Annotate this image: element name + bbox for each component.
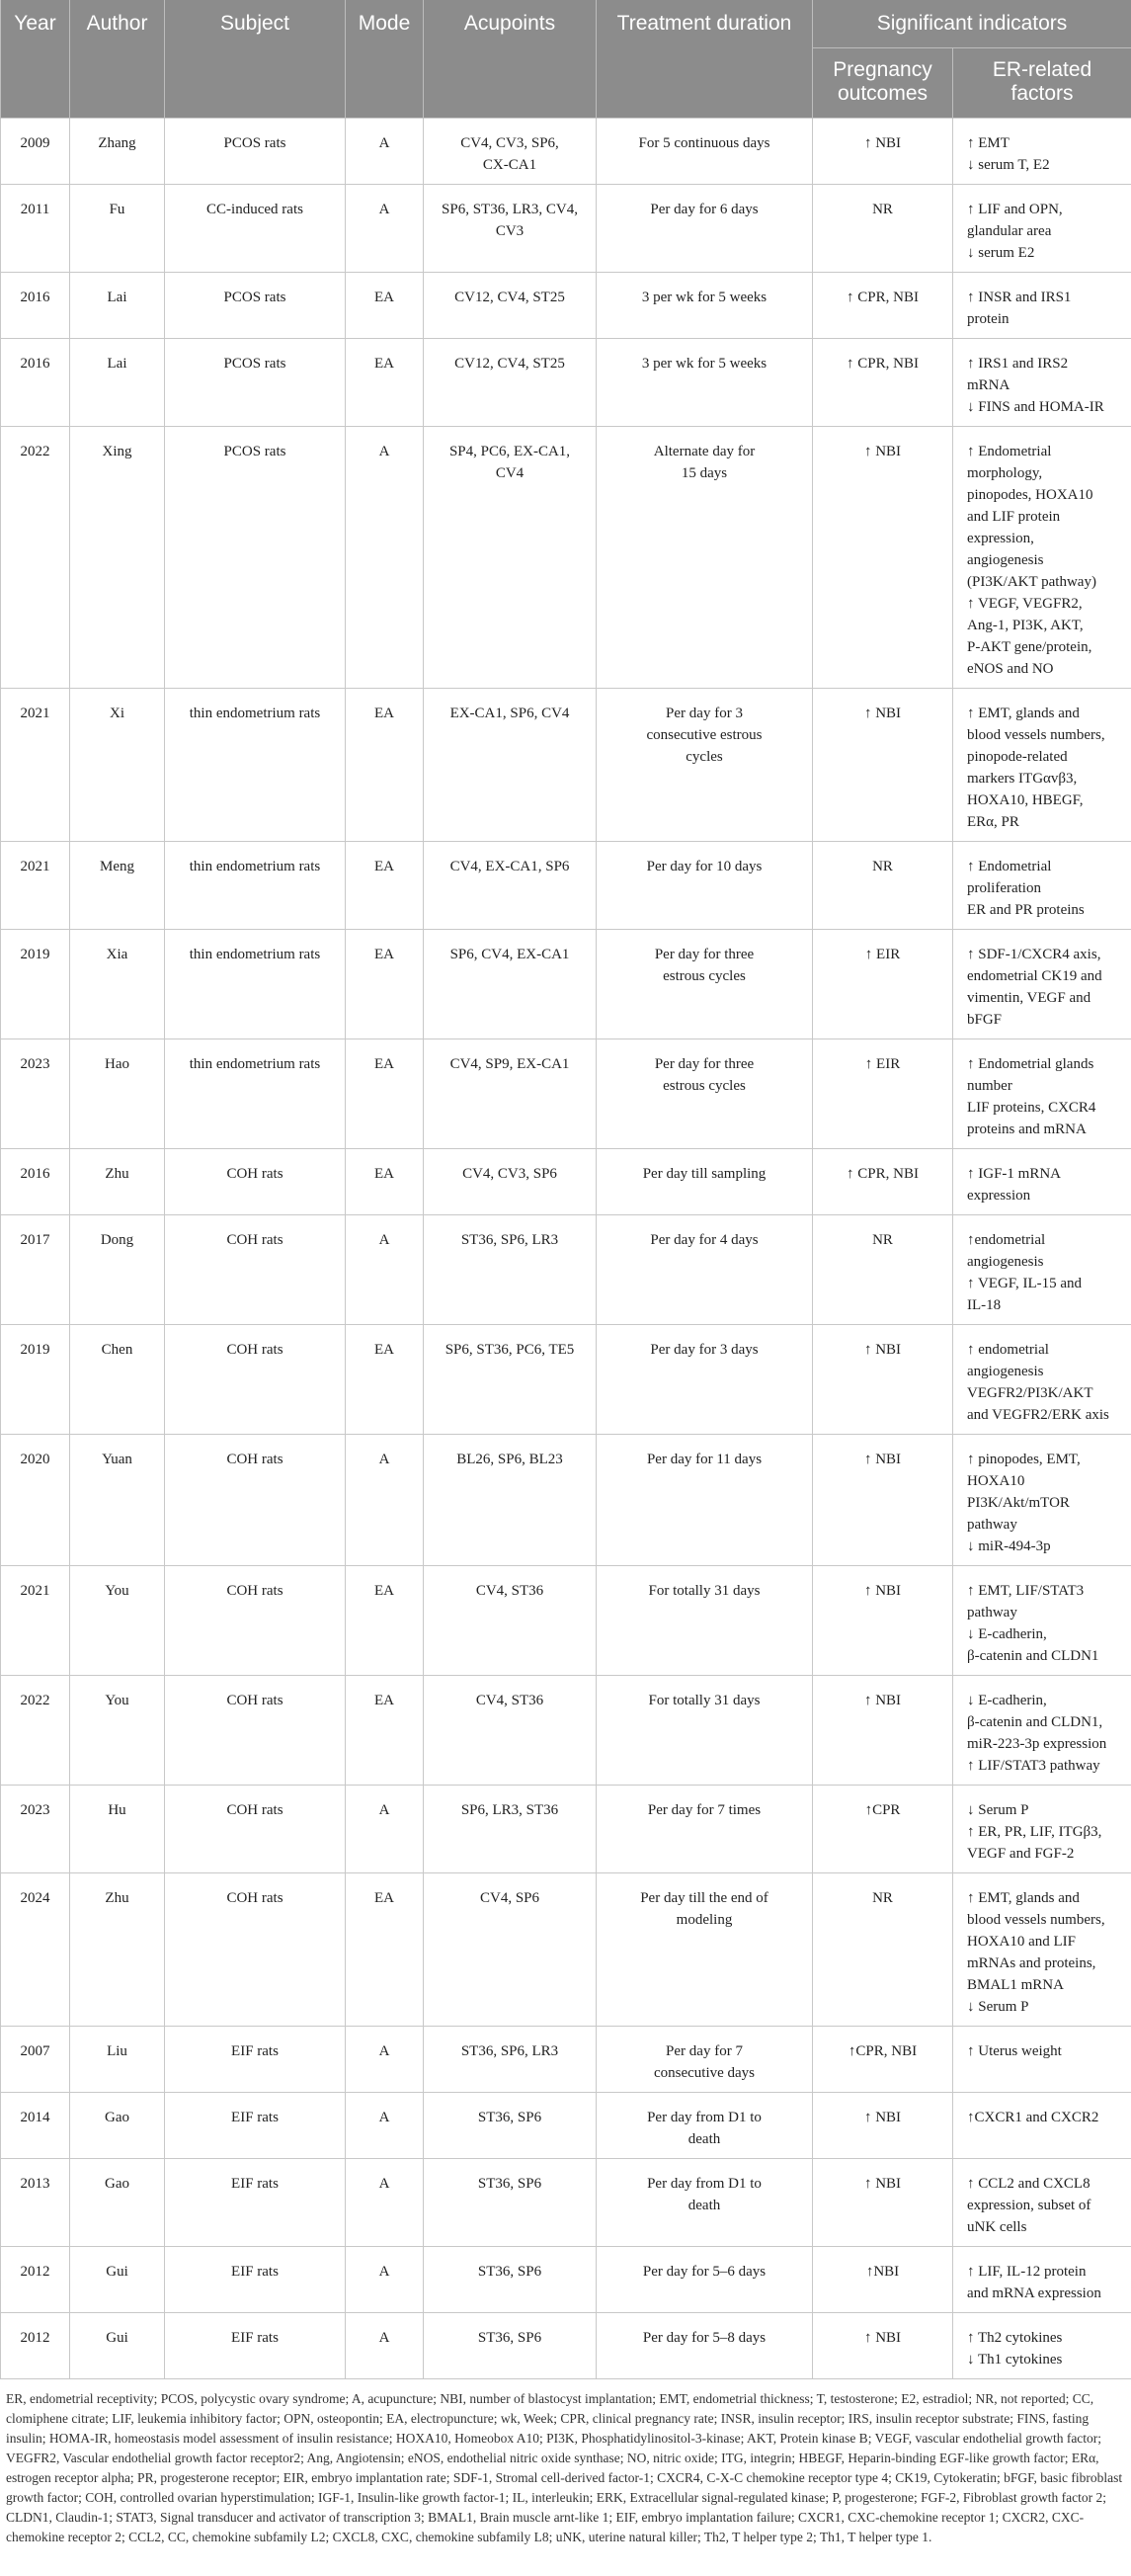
cell-acupoints: CV4, EX-CA1, SP6 bbox=[424, 842, 597, 930]
cell-pregnancy-outcomes: NR bbox=[813, 842, 953, 930]
cell-duration: Per day for 5–8 days bbox=[597, 2313, 813, 2379]
table-row bbox=[1, 1786, 1131, 1873]
cell-duration: 3 per wk for 5 weeks bbox=[597, 339, 813, 427]
table-row bbox=[1, 842, 1131, 930]
cell-mode: A bbox=[346, 2027, 424, 2093]
cell-author: Hu bbox=[70, 1786, 165, 1873]
col-year-header: Year bbox=[1, 0, 70, 119]
cell-duration: For 5 continuous days bbox=[597, 119, 813, 185]
cell-year: 2022 bbox=[1, 1676, 70, 1786]
cell-er-factors: ↑ EMT, glands and blood vessels numbers, HOXA10 and LIF mRNAs and proteins, BMAL1 mRNA ↓ Serum P bbox=[953, 1873, 1131, 2027]
table-row bbox=[1, 2247, 1131, 2313]
table-row bbox=[1, 2027, 1131, 2093]
cell-er-factors: ↓ E-cadherin, β-catenin and CLDN1, miR-223-3p expression ↑ LIF/STAT3 pathway bbox=[953, 1676, 1131, 1786]
cell-author: Xing bbox=[70, 427, 165, 689]
cell-mode: EA bbox=[346, 1325, 424, 1435]
cell-duration: For totally 31 days bbox=[597, 1566, 813, 1676]
col-subject-header: Subject bbox=[165, 0, 346, 119]
cell-subject: COH rats bbox=[165, 1325, 346, 1435]
cell-duration: Per day for three estrous cycles bbox=[597, 930, 813, 1039]
table-row bbox=[1, 2159, 1131, 2247]
cell-author: Xi bbox=[70, 689, 165, 842]
table-row bbox=[1, 1149, 1131, 1215]
cell-subject: COH rats bbox=[165, 1786, 346, 1873]
cell-acupoints: SP6, ST36, PC6, TE5 bbox=[424, 1325, 597, 1435]
cell-subject: thin endometrium rats bbox=[165, 842, 346, 930]
cell-subject: COH rats bbox=[165, 1566, 346, 1676]
cell-pregnancy-outcomes: ↑ NBI bbox=[813, 2313, 953, 2379]
cell-subject: PCOS rats bbox=[165, 119, 346, 185]
cell-mode: EA bbox=[346, 1039, 424, 1149]
cell-er-factors: ↑ SDF-1/CXCR4 axis, endometrial CK19 and vimentin, VEGF and bFGF bbox=[953, 930, 1131, 1039]
col-acupoints-header: Acupoints bbox=[424, 0, 597, 119]
cell-pregnancy-outcomes: ↑ NBI bbox=[813, 1566, 953, 1676]
table-row bbox=[1, 1873, 1131, 2027]
cell-acupoints: CV4, SP6 bbox=[424, 1873, 597, 2027]
table-row bbox=[1, 427, 1131, 689]
cell-subject: COH rats bbox=[165, 1435, 346, 1566]
cell-author: Gao bbox=[70, 2159, 165, 2247]
cell-acupoints: ST36, SP6 bbox=[424, 2159, 597, 2247]
cell-mode: A bbox=[346, 2313, 424, 2379]
cell-acupoints: SP4, PC6, EX-CA1, CV4 bbox=[424, 427, 597, 689]
cell-er-factors: ↑ endometrial angiogenesis VEGFR2/PI3K/AKT and VEGFR2/ERK axis bbox=[953, 1325, 1131, 1435]
cell-er-factors: ↑ LIF and OPN, glandular area ↓ serum E2 bbox=[953, 185, 1131, 273]
cell-pregnancy-outcomes: ↑ CPR, NBI bbox=[813, 1149, 953, 1215]
cell-subject: EIF rats bbox=[165, 2313, 346, 2379]
cell-year: 2023 bbox=[1, 1039, 70, 1149]
cell-author: Hao bbox=[70, 1039, 165, 1149]
cell-acupoints: CV12, CV4, ST25 bbox=[424, 339, 597, 427]
cell-year: 2021 bbox=[1, 842, 70, 930]
cell-duration: Per day for three estrous cycles bbox=[597, 1039, 813, 1149]
cell-er-factors: ↓ Serum P ↑ ER, PR, LIF, ITGβ3, VEGF and FGF-2 bbox=[953, 1786, 1131, 1873]
cell-duration: Alternate day for 15 days bbox=[597, 427, 813, 689]
cell-mode: EA bbox=[346, 1566, 424, 1676]
cell-mode: A bbox=[346, 1215, 424, 1325]
cell-duration: Per day till the end of modeling bbox=[597, 1873, 813, 2027]
cell-acupoints: BL26, SP6, BL23 bbox=[424, 1435, 597, 1566]
cell-year: 2016 bbox=[1, 339, 70, 427]
cell-er-factors: ↑ LIF, IL-12 protein and mRNA expression bbox=[953, 2247, 1131, 2313]
cell-er-factors: ↑ pinopodes, EMT, HOXA10 PI3K/Akt/mTOR pathway ↓ miR-494-3p bbox=[953, 1435, 1131, 1566]
cell-acupoints: ST36, SP6 bbox=[424, 2093, 597, 2159]
cell-pregnancy-outcomes: NR bbox=[813, 1873, 953, 2027]
cell-subject: EIF rats bbox=[165, 2027, 346, 2093]
cell-subject: PCOS rats bbox=[165, 427, 346, 689]
cell-author: Lai bbox=[70, 339, 165, 427]
cell-pregnancy-outcomes: ↑ EIR bbox=[813, 1039, 953, 1149]
cell-author: Dong bbox=[70, 1215, 165, 1325]
cell-acupoints: CV4, CV3, SP6 bbox=[424, 1149, 597, 1215]
cell-er-factors: ↑ EMT ↓ serum T, E2 bbox=[953, 119, 1131, 185]
cell-er-factors: ↑ INSR and IRS1 protein bbox=[953, 273, 1131, 339]
cell-pregnancy-outcomes: ↑CPR bbox=[813, 1786, 953, 1873]
cell-er-factors: ↑ Th2 cytokines ↓ Th1 cytokines bbox=[953, 2313, 1131, 2379]
cell-mode: A bbox=[346, 427, 424, 689]
col-author-header: Author bbox=[70, 0, 165, 119]
cell-year: 2011 bbox=[1, 185, 70, 273]
cell-mode: EA bbox=[346, 339, 424, 427]
cell-year: 2023 bbox=[1, 1786, 70, 1873]
cell-duration: Per day for 10 days bbox=[597, 842, 813, 930]
cell-author: Liu bbox=[70, 2027, 165, 2093]
cell-subject: COH rats bbox=[165, 1873, 346, 2027]
cell-acupoints: CV4, ST36 bbox=[424, 1676, 597, 1786]
cell-author: Chen bbox=[70, 1325, 165, 1435]
cell-year: 2016 bbox=[1, 1149, 70, 1215]
cell-year: 2007 bbox=[1, 2027, 70, 2093]
cell-er-factors: ↑ Endometrial morphology, pinopodes, HOXA10 and LIF protein expression, angiogenesis (PI3K/AKT pathway) ↑ VEGF, VEGFR2, Ang-1, PI3K, AKT, P-AKT gene/protein, eNOS and NO bbox=[953, 427, 1131, 689]
cell-duration: Per day for 5–6 days bbox=[597, 2247, 813, 2313]
table-row bbox=[1, 119, 1131, 185]
table-row bbox=[1, 1325, 1131, 1435]
cell-acupoints: ST36, SP6, LR3 bbox=[424, 2027, 597, 2093]
cell-year: 2017 bbox=[1, 1215, 70, 1325]
cell-pregnancy-outcomes: ↑NBI bbox=[813, 2247, 953, 2313]
cell-pregnancy-outcomes: ↑ CPR, NBI bbox=[813, 273, 953, 339]
cell-subject: CC-induced rats bbox=[165, 185, 346, 273]
cell-year: 2019 bbox=[1, 1325, 70, 1435]
col-er-factors-header: ER-related factors bbox=[953, 48, 1131, 119]
cell-er-factors: ↑ IRS1 and IRS2 mRNA ↓ FINS and HOMA-IR bbox=[953, 339, 1131, 427]
cell-pregnancy-outcomes: ↑ NBI bbox=[813, 1435, 953, 1566]
cell-mode: A bbox=[346, 2247, 424, 2313]
cell-mode: A bbox=[346, 2093, 424, 2159]
cell-mode: EA bbox=[346, 689, 424, 842]
cell-year: 2012 bbox=[1, 2313, 70, 2379]
cell-acupoints: ST36, SP6 bbox=[424, 2247, 597, 2313]
cell-duration: Per day till sampling bbox=[597, 1149, 813, 1215]
cell-subject: EIF rats bbox=[165, 2093, 346, 2159]
cell-year: 2021 bbox=[1, 689, 70, 842]
cell-year: 2013 bbox=[1, 2159, 70, 2247]
cell-duration: Per day from D1 to death bbox=[597, 2159, 813, 2247]
cell-author: Gao bbox=[70, 2093, 165, 2159]
cell-duration: Per day for 7 consecutive days bbox=[597, 2027, 813, 2093]
cell-er-factors: ↑ EMT, LIF/STAT3 pathway ↓ E-cadherin, β-catenin and CLDN1 bbox=[953, 1566, 1131, 1676]
cell-er-factors: ↑ Endometrial glands number LIF proteins, CXCR4 proteins and mRNA bbox=[953, 1039, 1131, 1149]
cell-pregnancy-outcomes: ↑ CPR, NBI bbox=[813, 339, 953, 427]
cell-subject: thin endometrium rats bbox=[165, 1039, 346, 1149]
cell-pregnancy-outcomes: ↑ NBI bbox=[813, 427, 953, 689]
cell-year: 2024 bbox=[1, 1873, 70, 2027]
cell-er-factors: ↑ IGF-1 mRNA expression bbox=[953, 1149, 1131, 1215]
cell-acupoints: EX-CA1, SP6, CV4 bbox=[424, 689, 597, 842]
cell-pregnancy-outcomes: ↑CPR, NBI bbox=[813, 2027, 953, 2093]
cell-duration: Per day for 7 times bbox=[597, 1786, 813, 1873]
cell-er-factors: ↑ Endometrial proliferation ER and PR proteins bbox=[953, 842, 1131, 930]
table-row bbox=[1, 1039, 1131, 1149]
cell-author: Gui bbox=[70, 2313, 165, 2379]
cell-duration: 3 per wk for 5 weeks bbox=[597, 273, 813, 339]
cell-duration: Per day from D1 to death bbox=[597, 2093, 813, 2159]
cell-duration: For totally 31 days bbox=[597, 1676, 813, 1786]
col-mode-header: Mode bbox=[346, 0, 424, 119]
cell-mode: EA bbox=[346, 1873, 424, 2027]
cell-er-factors: ↑CXCR1 and CXCR2 bbox=[953, 2093, 1131, 2159]
cell-author: You bbox=[70, 1676, 165, 1786]
cell-mode: A bbox=[346, 119, 424, 185]
table-row bbox=[1, 2313, 1131, 2379]
table-row bbox=[1, 1676, 1131, 1786]
cell-acupoints: ST36, SP6, LR3 bbox=[424, 1215, 597, 1325]
cell-year: 2014 bbox=[1, 2093, 70, 2159]
table-row bbox=[1, 1435, 1131, 1566]
cell-acupoints: CV4, CV3, SP6, CX-CA1 bbox=[424, 119, 597, 185]
cell-author: Yuan bbox=[70, 1435, 165, 1566]
table-row bbox=[1, 930, 1131, 1039]
cell-subject: thin endometrium rats bbox=[165, 930, 346, 1039]
cell-year: 2019 bbox=[1, 930, 70, 1039]
cell-author: You bbox=[70, 1566, 165, 1676]
cell-subject: PCOS rats bbox=[165, 339, 346, 427]
cell-pregnancy-outcomes: ↑ NBI bbox=[813, 1325, 953, 1435]
cell-er-factors: ↑endometrial angiogenesis ↑ VEGF, IL-15 and IL-18 bbox=[953, 1215, 1131, 1325]
cell-pregnancy-outcomes: ↑ NBI bbox=[813, 119, 953, 185]
cell-mode: A bbox=[346, 1786, 424, 1873]
cell-author: Zhu bbox=[70, 1149, 165, 1215]
cell-year: 2020 bbox=[1, 1435, 70, 1566]
cell-year: 2009 bbox=[1, 119, 70, 185]
cell-pregnancy-outcomes: ↑ NBI bbox=[813, 2159, 953, 2247]
cell-pregnancy-outcomes: ↑ NBI bbox=[813, 2093, 953, 2159]
cell-subject: EIF rats bbox=[165, 2247, 346, 2313]
cell-mode: EA bbox=[346, 842, 424, 930]
cell-year: 2022 bbox=[1, 427, 70, 689]
table-header bbox=[1, 0, 1131, 119]
cell-author: Zhu bbox=[70, 1873, 165, 2027]
cell-duration: Per day for 4 days bbox=[597, 1215, 813, 1325]
table-footnote: ER, endometrial receptivity; PCOS, polycystic ovary syndrome; A, acupuncture; NBI, number of blastocyst implantation; EMT, endometrial thickness; T, testosterone; E2, estradiol; NR, not reported; CC, clomiphene citrate; LIF, leukemia inhibitory factor; OPN, osteopontin; EA, electropuncture; wk, Week; CPR, clinical pregnancy rate; INSR, insulin receptor; IRS, insulin receptor substrate; FINS, fasting insulin; HOMA-IR, homeostasis model assessment of insulin resistance; HOXA10, Homeobox A10; PI3K, Phosphatidylinositol-3-kinase; AKT, Protein kinase B; VEGF, vascular endothelial growth factor; VEGFR2, Vascular endothelial growth factor receptor2; Ang, Angiotensin; eNOS, endothelial nitric oxide synthase; NO, nitric oxide; ITG, integrin; HBEGF, Heparin-binding EGF-like growth factor; ERα, estrogen receptor alpha; PR, progesterone receptor; EIR, embryo implantation rate; SDF-1, Stromal cell-derived factor-1; CXCR4, C-X-C chemokine receptor type 4; CK19, Cytokeratin; bFGF, basic fibroblast growth factor; COH, controlled ovarian hyperstimulation; IGF-1, Insulin-like growth factor-1; IL, interleukin; ERK, Extracellular signal-regulated kinase; P, progesterone; FGF-2, Fibroblast growth factor 2; CLDN1, Claudin-1; STAT3, Signal transducer and activator of transcription 3; BMAL1, Brain muscle arnt-like 1; EIF, embryo implantation failure; CXCR1, CXC-chemokine receptor 1; CXCR2, CXC-chemokine receptor 2; CCL2, CC, chemokine subfamily L2; CXCL8, CXC, chemokine subfamily L8; uNK, uterine natural killer; Th2, T helper type 2; Th1, T helper type 1. bbox=[6, 2391, 1123, 2544]
cell-author: Gui bbox=[70, 2247, 165, 2313]
cell-mode: A bbox=[346, 2159, 424, 2247]
cell-mode: EA bbox=[346, 1676, 424, 1786]
col-pregnancy-header: Pregnancy outcomes bbox=[813, 48, 953, 119]
cell-subject: PCOS rats bbox=[165, 273, 346, 339]
cell-year: 2021 bbox=[1, 1566, 70, 1676]
cell-er-factors: ↑ CCL2 and CXCL8 expression, subset of uNK cells bbox=[953, 2159, 1131, 2247]
cell-pregnancy-outcomes: ↑ NBI bbox=[813, 1676, 953, 1786]
cell-mode: EA bbox=[346, 273, 424, 339]
cell-subject: COH rats bbox=[165, 1676, 346, 1786]
cell-pregnancy-outcomes: NR bbox=[813, 185, 953, 273]
cell-duration: Per day for 6 days bbox=[597, 185, 813, 273]
cell-author: Xia bbox=[70, 930, 165, 1039]
cell-acupoints: SP6, LR3, ST36 bbox=[424, 1786, 597, 1873]
cell-year: 2012 bbox=[1, 2247, 70, 2313]
table-row bbox=[1, 339, 1131, 427]
cell-pregnancy-outcomes: ↑ NBI bbox=[813, 689, 953, 842]
cell-mode: EA bbox=[346, 930, 424, 1039]
cell-year: 2016 bbox=[1, 273, 70, 339]
col-duration-header: Treatment duration bbox=[597, 0, 813, 119]
cell-acupoints: CV4, SP9, EX-CA1 bbox=[424, 1039, 597, 1149]
cell-author: Fu bbox=[70, 185, 165, 273]
cell-mode: A bbox=[346, 185, 424, 273]
cell-acupoints: CV4, ST36 bbox=[424, 1566, 597, 1676]
table-body bbox=[1, 119, 1131, 2379]
cell-author: Meng bbox=[70, 842, 165, 930]
cell-mode: EA bbox=[346, 1149, 424, 1215]
cell-er-factors: ↑ Uterus weight bbox=[953, 2027, 1131, 2093]
cell-acupoints: SP6, ST36, LR3, CV4, CV3 bbox=[424, 185, 597, 273]
cell-duration: Per day for 3 days bbox=[597, 1325, 813, 1435]
cell-er-factors: ↑ EMT, glands and blood vessels numbers, pinopode-related markers ITGαvβ3, HOXA10, HBEGF, ERα, PR bbox=[953, 689, 1131, 842]
cell-acupoints: CV12, CV4, ST25 bbox=[424, 273, 597, 339]
cell-pregnancy-outcomes: ↑ EIR bbox=[813, 930, 953, 1039]
cell-subject: COH rats bbox=[165, 1149, 346, 1215]
table-row bbox=[1, 185, 1131, 273]
table-row bbox=[1, 1215, 1131, 1325]
cell-subject: thin endometrium rats bbox=[165, 689, 346, 842]
table-row bbox=[1, 2093, 1131, 2159]
table-row bbox=[1, 1566, 1131, 1676]
cell-acupoints: ST36, SP6 bbox=[424, 2313, 597, 2379]
cell-pregnancy-outcomes: NR bbox=[813, 1215, 953, 1325]
cell-duration: Per day for 3 consecutive estrous cycles bbox=[597, 689, 813, 842]
table-row bbox=[1, 273, 1131, 339]
cell-subject: COH rats bbox=[165, 1215, 346, 1325]
cell-subject: EIF rats bbox=[165, 2159, 346, 2247]
table-row bbox=[1, 689, 1131, 842]
cell-mode: A bbox=[346, 1435, 424, 1566]
cell-acupoints: SP6, CV4, EX-CA1 bbox=[424, 930, 597, 1039]
cell-duration: Per day for 11 days bbox=[597, 1435, 813, 1566]
cell-author: Lai bbox=[70, 273, 165, 339]
cell-author: Zhang bbox=[70, 119, 165, 185]
col-significant-header: Significant indicators bbox=[813, 0, 1131, 48]
